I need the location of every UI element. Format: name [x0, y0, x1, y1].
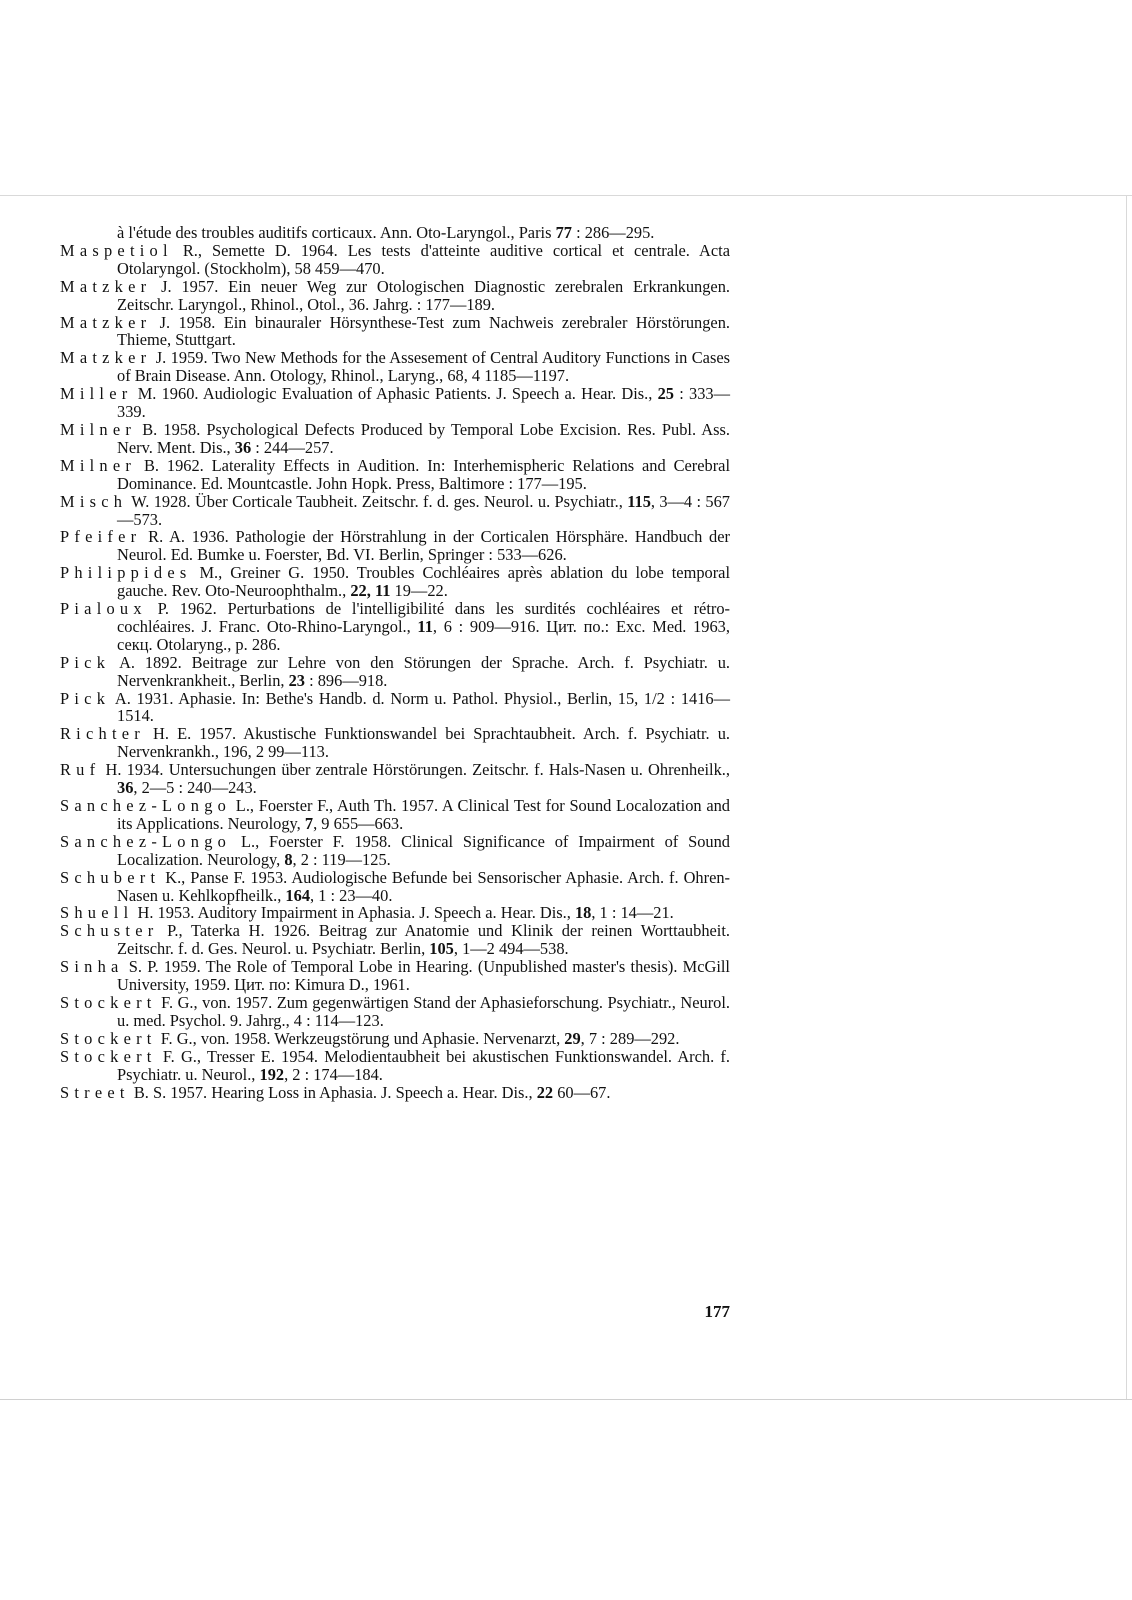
reference-pages: , 1 : 14—21.: [591, 903, 674, 923]
reference-entry: [60, 1084, 730, 1102]
reference-text: W. 1928. Über Corticale Taubheit. Zeitschr. f. d. ges. Neurol. u. Psychiatr.,: [127, 491, 628, 511]
reference-author: Misch: [60, 491, 128, 511]
reference-author: Milner: [60, 455, 137, 475]
reference-entry: [60, 761, 730, 797]
reference-volume: 22, 11: [350, 581, 391, 601]
reference-volume: 22: [536, 1082, 554, 1102]
reference-author: Matzker: [60, 276, 152, 296]
reference-volume: 18: [574, 903, 592, 923]
reference-author: Maspetiol: [60, 240, 173, 260]
reference-text: B. S. 1957. Hearing Loss in Aphasia. J. Speech a. Hear. Dis.,: [129, 1082, 537, 1102]
reference-author: Pick: [60, 688, 111, 708]
reference-pages: , 2—5 : 240—243.: [133, 778, 257, 798]
reference-entry: [60, 242, 730, 278]
reference-text: M., Greiner G. 1950. Troubles Cochléaires après ablation du lobe temporal gauche. Rev. Oto-Neuroophthalm.,: [117, 563, 730, 601]
reference-text: S. P. 1959. The Role of Temporal Lobe in Hearing. (Unpublished master's thesis). McGill University, 1959. Цит. по: Kimura D., 1961.: [117, 957, 730, 995]
reference-author: Milner: [60, 419, 137, 439]
reference-entry: [60, 654, 730, 690]
reference-entry: [60, 958, 730, 994]
reference-pages: , 2 : 119—125.: [292, 849, 391, 869]
reference-entry: [60, 725, 730, 761]
reference-pages: , 6 : 909—916. Цит. по.: Exc. Med. 1963, секц. Otolaryng., p. 286.: [117, 616, 730, 654]
reference-text: M. 1960. Audiologic Evaluation of Aphasic Patients. J. Speech a. Hear. Dis.,: [132, 384, 658, 404]
reference-volume: 29: [564, 1028, 581, 1048]
reference-entry: [60, 349, 730, 385]
reference-text: J. 1959. Two New Methods for the Assesement of Central Auditory Functions in Cases of Brain Disease. Ann. Otology, Rhinol., Laryng., 68, 4 1185—1197.: [117, 348, 730, 386]
reference-author: Street: [60, 1082, 130, 1102]
reference-entry: [60, 797, 730, 833]
reference-entry: [60, 1030, 730, 1048]
reference-author: Richter: [60, 724, 145, 744]
reference-pages: , 1 : 23—40.: [310, 885, 393, 905]
reference-author: Pfeifer: [60, 527, 142, 547]
reference-text: F. G., von. 1957. Zum gegenwärtigen Stand der Aphasieforschung. Psychiatr., Neurol. u. med. Psychol. 9. Jahrg., 4 : 114—123.: [117, 992, 730, 1030]
reference-entry: [60, 564, 730, 600]
reference-volume: 115: [627, 491, 651, 511]
reference-text: J. 1958. Ein binauraler Hörsynthese-Test zum Nachweis zerebraler Hörstörungen. Thieme, Stuttgart.: [117, 312, 730, 350]
reference-entry: [60, 314, 730, 350]
reference-entry: [60, 457, 730, 493]
reference-text: K., Panse F. 1953. Audiologische Befunde bei Sensorischer Aphasie. Arch. f. Ohren-Nasen u. Kehlkopfheilk.,: [117, 867, 730, 905]
reference-pages: , 9 655—663.: [313, 813, 404, 833]
reference-author: Schuster: [60, 921, 159, 941]
reference-entry: [60, 1048, 730, 1084]
reference-pages: : 244—257.: [251, 437, 334, 457]
reference-pages: : 286—295.: [571, 223, 655, 242]
reference-text: L., Foerster F., Auth Th. 1957. A Clinical Test for Sound Localozation and its Applications. Neurology,: [117, 796, 730, 833]
reference-text: H. E. 1957. Akustische Funktionswandel bei Sprachtaubheit. Arch. f. Psychiatr. u. Nervenkrankh., 196, 2 99—113.: [117, 724, 730, 762]
reference-entry: [60, 994, 730, 1030]
reference-author: Miller: [60, 384, 133, 404]
reference-text: H. 1934. Untersuchungen über zentrale Hörstörungen. Zeitschr. f. Hals-Nasen u. Ohrenheilk.,: [100, 760, 730, 780]
reference-author: Pialoux: [60, 599, 147, 619]
reference-author: Sinha: [60, 957, 124, 977]
reference-author: Shuell: [60, 903, 134, 923]
reference-volume: 77: [555, 223, 572, 242]
reference-author: Stockert: [60, 992, 157, 1012]
reference-volume: 25: [657, 384, 674, 404]
reference-entry: [60, 833, 730, 869]
reference-pages: , 2 : 174—184.: [284, 1064, 383, 1084]
reference-volume: 7: [304, 813, 314, 833]
reference-pages: , 1—2 494—538.: [453, 939, 569, 959]
reference-text: P., Taterka H. 1926. Beitrag zur Anatomie und Klinik der reinen Worttaubheit. Zeitschr. f. d. Ges. Neurol. u. Psychiatr. Berlin,: [117, 921, 730, 959]
reference-text: A. 1892. Beitrage zur Lehre von den Störungen der Sprache. Arch. f. Psychiatr. u. Nervenkrankheit., Berlin,: [110, 652, 730, 690]
reference-entry: [60, 493, 730, 529]
reference-text: A. 1931. Aphasie. In: Bethe's Handb. d. Norm u. Pathol. Physiol., Berlin, 15, 1/2 : 1416—1514.: [110, 688, 730, 726]
reference-entry: [60, 224, 730, 242]
reference-entry: [60, 690, 730, 726]
reference-pages: 19—22.: [390, 581, 448, 601]
scan-edge-top: [0, 195, 1132, 196]
reference-author: Stockert: [60, 1028, 157, 1048]
reference-entry: [60, 528, 730, 564]
reference-entry: [60, 600, 730, 654]
reference-volume: 36: [117, 778, 134, 798]
reference-pages: , 3—4 : 567—573.: [117, 491, 730, 529]
reference-text: à l'étude des troubles auditifs corticaux. Ann. Oto-Laryngol., Paris: [117, 223, 556, 242]
reference-author: Schubert: [60, 867, 161, 887]
reference-entry: [60, 421, 730, 457]
reference-volume: 8: [284, 849, 293, 869]
reference-volume: 164: [285, 885, 311, 905]
reference-entry: [60, 278, 730, 314]
reference-author: Matzker: [60, 348, 152, 368]
reference-list: [60, 224, 730, 1101]
reference-text: L., Foerster F. 1958. Clinical Significance of Impairment of Sound Localization. Neurology,: [117, 831, 730, 869]
reference-entry: [60, 904, 730, 922]
reference-author: Ruf: [60, 760, 101, 780]
reference-volume: 11: [417, 616, 433, 636]
reference-author: Sanchez-Longo: [60, 796, 232, 815]
reference-author: Stockert: [60, 1046, 157, 1066]
reference-text: R., Semette D. 1964. Les tests d'atteinte auditive cortical et centrale. Acta Otolaryngol. (Stockholm), 58 459—470.: [117, 240, 730, 278]
reference-volume: 192: [259, 1064, 285, 1084]
reference-author: Pick: [60, 652, 111, 672]
reference-entry: [60, 922, 730, 958]
reference-text: F. G., Tresser E. 1954. Melodientaubheit bei akustischen Funktionswandel. Arch. f. Psychiatr. u. Neurol.,: [117, 1046, 730, 1084]
reference-text: F. G., von. 1958. Werkzeugstörung und Aphasie. Nervenarzt,: [156, 1028, 565, 1048]
reference-text: B. 1958. Psychological Defects Produced by Temporal Lobe Excision. Res. Publ. Ass. Nerv. Ment. Dis.,: [117, 419, 730, 457]
reference-text: J. 1957. Ein neuer Weg zur Otologischen Diagnostic zerebralen Erkrankungen. Zeitschr. Laryngol., Rhinol., Otol., 36. Jahrg. : 177—189.: [117, 276, 730, 314]
scan-edge-right: [1126, 195, 1127, 1400]
reference-author: Philippides: [60, 563, 192, 583]
reference-pages: : 333—339.: [117, 384, 730, 422]
reference-text: P. 1962. Perturbations de l'intelligibilité dans les surdités cochléaires et rétro-cochléaires. J. Franc. Oto-Rhino-Laryngol.,: [117, 599, 730, 636]
reference-pages: 60—67.: [553, 1082, 611, 1102]
reference-text: R. A. 1936. Pathologie der Hörstrahlung in der Corticalen Hörsphäre. Handbuch der Neurol. Ed. Bumke u. Foerster, Bd. VI. Berlin, Springer : 533—626.: [117, 527, 730, 565]
reference-pages: , 7 : 289—292.: [580, 1028, 680, 1048]
reference-pages: : 896—918.: [304, 670, 388, 690]
reference-author: Sanchez-Longo: [60, 831, 232, 851]
page-number: 177: [704, 1302, 730, 1321]
reference-text: H. 1953. Auditory Impairment in Aphasia. J. Speech a. Hear. Dis.,: [133, 903, 575, 923]
reference-author: Matzker: [60, 312, 152, 332]
reference-volume: 23: [288, 670, 305, 690]
scan-edge-bottom: [0, 1399, 1132, 1400]
reference-text: B. 1962. Laterality Effects in Audition. In: Interhemispheric Relations and Cerebral Dominance. Ed. Mountcastle. John Hopk. Press, Baltimore : 177—195.: [117, 455, 730, 493]
reference-volume: 36: [234, 437, 252, 457]
reference-volume: 105: [429, 939, 454, 959]
reference-entry: [60, 869, 730, 905]
reference-entry: [60, 385, 730, 421]
